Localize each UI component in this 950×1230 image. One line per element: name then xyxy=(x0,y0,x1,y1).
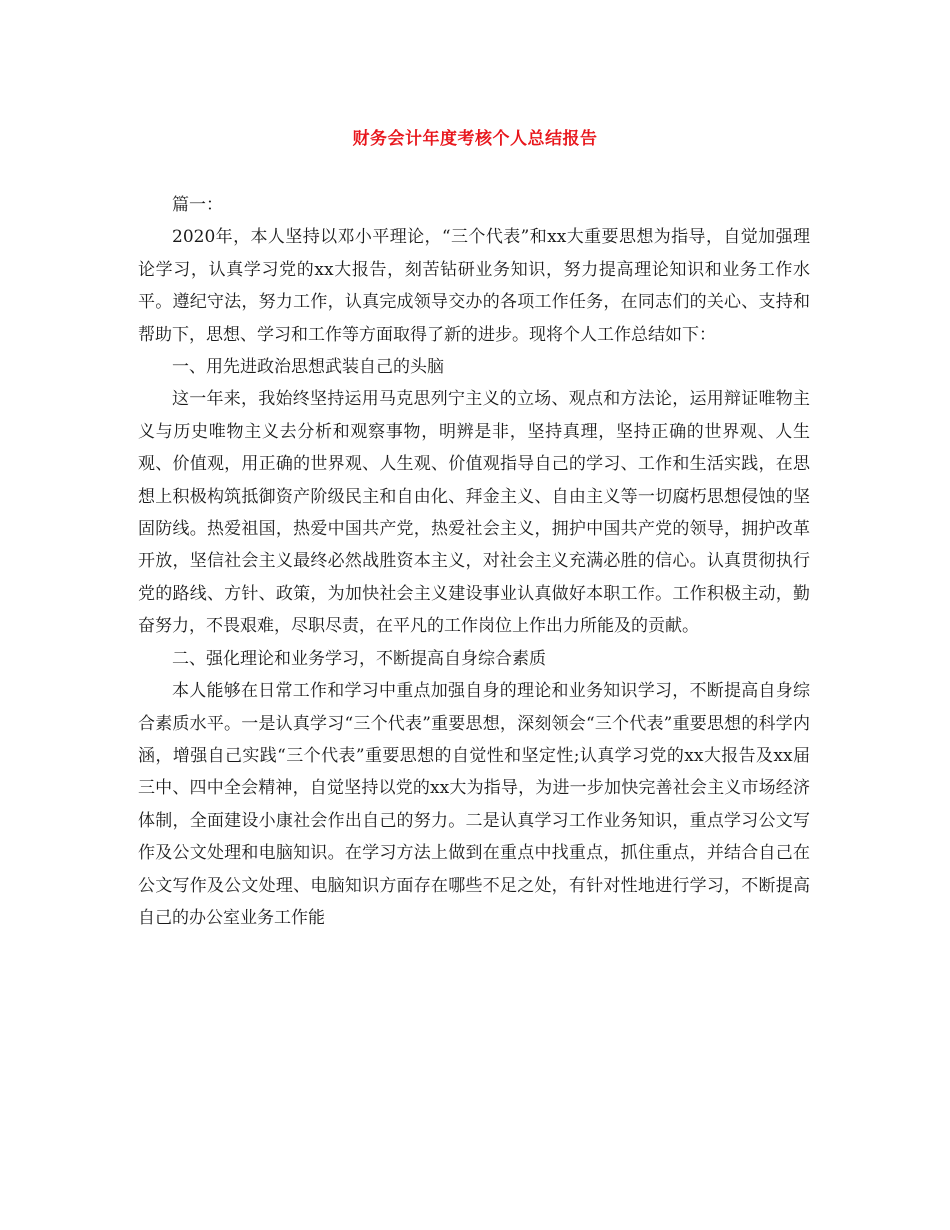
body-paragraph-2: 本人能够在日常工作和学习中重点加强自身的理论和业务知识学习，不断提高自身综合素质水平。一是认真学习“三个代表”重要思想，深刻领会“三个代表”重要思想的科学内涵，增强自己实践“三个代表”重要思想的自觉性和坚定性;认真学习党的xx大报告及xx届三中、四中全会精神，自觉坚持以党的xx大为指导，为进一步加快完善社会主义市场经济体制，全面建设小康社会作出自己的努力。二是认真学习工作业务知识，重点学习公文写作及公文处理和电脑知识。在学习方法上做到在重点中找重点，抓住重点，并结合自己在公文写作及公文处理、电脑知识方面存在哪些不足之处，有针对性地进行学习，不断提高自己的办公室业务工作能 xyxy=(138,681,810,928)
intro-paragraph: 2020年，本人坚持以邓小平理论，“三个代表”和xx大重要思想为指导，自觉加强理论学习，认真学习党的xx大报告，刻苦钻研业务知识，努力提高理论知识和业务工作水平。遵纪守法，努力工作，认真完成领导交办的各项工作任务，在同志们的关心、支持和帮助下，思想、学习和工作等方面取得了新的进步。现将个人工作总结如下： xyxy=(138,227,810,345)
section-heading-2: 二、强化理论和业务学习，不断提高自身综合素质 xyxy=(172,648,546,669)
section-label: 篇一： xyxy=(172,195,223,215)
document-body xyxy=(138,189,810,934)
body-paragraph-1: 这一年来，我始终坚持运用马克思列宁主义的立场、观点和方法论，运用辩证唯物主义与历史唯物主义去分析和观察事物，明辨是非，坚持真理，坚持正确的世界观、人生观、价值观，用正确的世界观、人生观、价值观指导自己的学习、工作和生活实践，在思想上积极构筑抵御资产阶级民主和自由化、拜金主义、自由主义等一切腐朽思想侵蚀的坚固防线。热爱祖国，热爱中国共产党，热爱社会主义，拥护中国共产党的领导，拥护改革开放，坚信社会主义最终必然战胜资本主义，对社会主义充满必胜的信心。认真贯彻执行党的路线、方针、政策，为加快社会主义建设事业认真做好本职工作。工作积极主动，勤奋努力，不畏艰难，尽职尽责，在平凡的工作岗位上作出力所能及的贡献。 xyxy=(138,389,810,637)
document-title: 财务会计年度考核个人总结报告 xyxy=(352,129,598,149)
section-heading-1: 一、用先进政治思想武装自己的头脑 xyxy=(172,357,444,378)
